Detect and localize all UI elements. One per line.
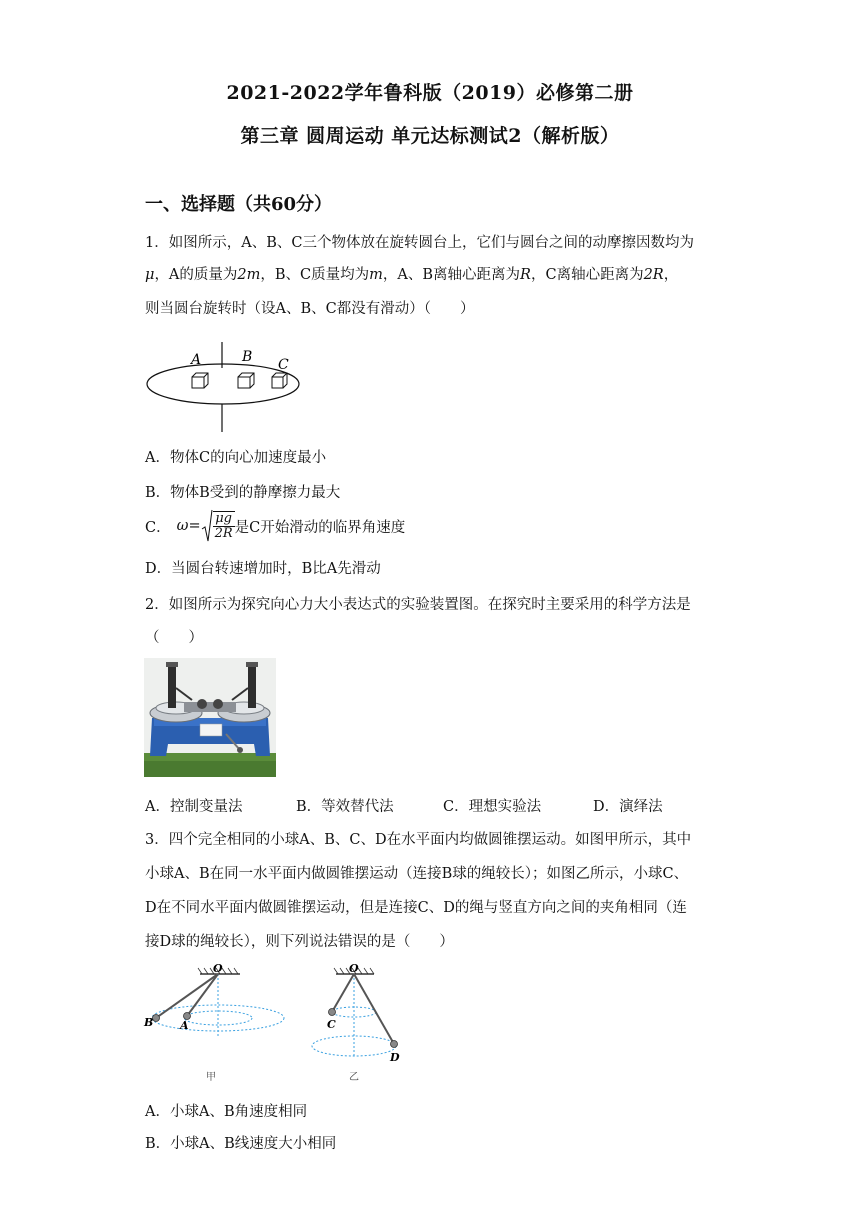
apparatus-photo bbox=[144, 658, 276, 777]
radius-r: R bbox=[520, 267, 531, 283]
pendulum-right bbox=[312, 962, 400, 1083]
section-heading: 一、选择题（共60分） bbox=[145, 194, 333, 215]
q1-text-seg: ，C离轴心距离为 bbox=[530, 267, 644, 283]
q3-line4: 接D球的绳较长），则下列说法错误的是（ ） bbox=[145, 934, 454, 950]
option-c-suffix: 是C开始滑动的临界角速度 bbox=[234, 519, 406, 536]
label-d-ball: D bbox=[390, 1051, 400, 1064]
equals-sign: = bbox=[188, 518, 201, 534]
q2-line1: 2．如图所示为探究向心力大小表达式的实验装置图。在探究时主要采用的科学方法是 bbox=[145, 597, 691, 613]
q1-option-a: A．物体C的向心加速度最小 bbox=[145, 450, 327, 466]
label-b-ball: B bbox=[144, 1016, 154, 1029]
label-a-ball: A bbox=[180, 1019, 189, 1032]
doc-title-line2: 第三章 圆周运动 单元达标测试2（解析版） bbox=[240, 125, 620, 147]
label-o-left: O bbox=[213, 962, 223, 975]
label-jia: 甲 bbox=[206, 1072, 216, 1083]
sqrt-fraction bbox=[213, 511, 235, 541]
q3-line3: D在不同水平面内做圆锥摆运动，但是连接C、D的绳与竖直方向之间的夹角相同（连 bbox=[145, 900, 687, 916]
label-c: C bbox=[278, 357, 289, 373]
q1-option-b: B．物体B受到的静摩擦力最大 bbox=[145, 485, 341, 501]
q2-option-b: B．等效替代法 bbox=[296, 799, 394, 815]
q1-option-d: D．当圆台转速增加时，B比A先滑动 bbox=[145, 561, 381, 577]
label-a: A bbox=[191, 352, 202, 368]
option-c-prefix: C． bbox=[145, 519, 171, 536]
fraction-denominator: 2R bbox=[214, 526, 233, 541]
sqrt-sign-icon bbox=[201, 509, 213, 543]
sqrt-expression bbox=[201, 509, 235, 543]
q1-line1: 1．如图所示，A、B、C三个物体放在旋转圆台上，它们与圆台之间的动摩擦因数均为 bbox=[145, 235, 694, 251]
mu-symbol: μ bbox=[145, 267, 155, 283]
turntable-figure bbox=[145, 340, 305, 435]
q1-text-seg: ，B、C质量均为 bbox=[260, 267, 370, 283]
q1-text-seg: ，A的质量为 bbox=[154, 267, 238, 283]
q1-text-seg: ，A、B离轴心距离为 bbox=[382, 267, 521, 283]
label-o-right: O bbox=[349, 962, 359, 975]
omega-symbol: ω bbox=[176, 518, 189, 534]
q1-line3: 则当圆台旋转时（设A、B、C都没有滑动）（ ） bbox=[145, 301, 475, 317]
conical-pendulum-figure bbox=[140, 962, 420, 1087]
q1-option-c bbox=[145, 509, 405, 543]
fraction-numerator: μg bbox=[213, 512, 235, 527]
q3-option-a: A．小球A、B角速度相同 bbox=[145, 1104, 308, 1120]
q1-line2 bbox=[145, 263, 678, 284]
mass-2m: 2m bbox=[237, 267, 261, 283]
label-b: B bbox=[242, 349, 253, 365]
doc-title-line1: 2021-2022学年鲁科版（2019）必修第二册 bbox=[226, 82, 634, 104]
mass-m: m bbox=[369, 267, 383, 283]
q2-line2: （ ） bbox=[145, 630, 203, 646]
label-c-ball: C bbox=[327, 1018, 336, 1031]
pendulum-left bbox=[143, 962, 284, 1083]
radius-2r: 2R bbox=[643, 267, 664, 283]
q2-option-d: D．演绎法 bbox=[593, 799, 663, 815]
q3-line1: 3．四个完全相同的小球A、B、C、D在水平面内均做圆锥摆运动。如图甲所示，其中 bbox=[145, 832, 692, 848]
label-yi: 乙 bbox=[349, 1072, 359, 1083]
q3-option-b: B．小球A、B线速度大小相同 bbox=[145, 1136, 337, 1152]
q2-option-c: C．理想实验法 bbox=[443, 799, 542, 815]
q2-option-a: A．控制变量法 bbox=[145, 799, 243, 815]
q1-text-seg: ， bbox=[663, 267, 679, 283]
q3-line2: 小球A、B在同一水平面内做圆锥摆运动（连接B球的绳较长）；如图乙所示，小球C、 bbox=[145, 866, 689, 882]
